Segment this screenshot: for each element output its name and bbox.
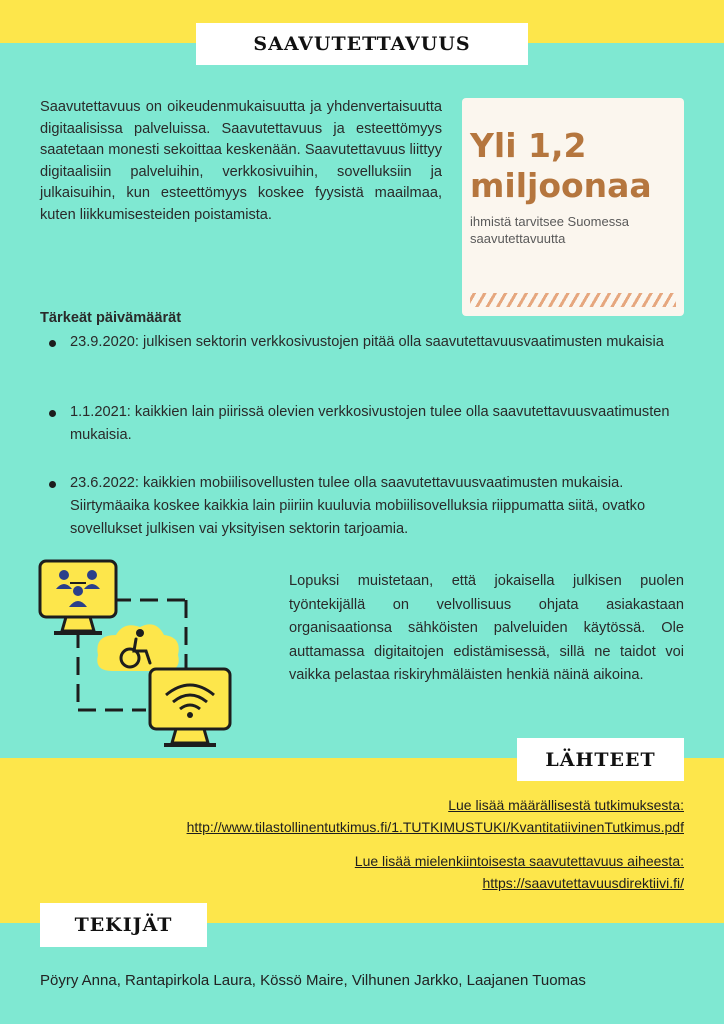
wifi-monitor-icon (150, 669, 230, 745)
bottom-yellow-band (0, 758, 724, 923)
authors-heading: TEKIJÄT (74, 914, 173, 936)
stat-headline-line2: miljoonaa (470, 166, 652, 205)
stat-headline (470, 126, 680, 206)
title-box (196, 23, 528, 65)
date-item: 23.6.2022: kaikkien mobiilisovellusten tulee olla saavutettavuusvaatimusten mukaisia. Siirtymäaika koskee kaikkia lain piiriin kuuluvia mobiilisovelluksia riippumatta siitä, ovatko sovellukset julkisen vai yksityisen sektorin tarjoamia. (70, 475, 646, 537)
authors-list: Pöyry Anna, Rantapirkola Laura, Kössö Maire, Vilhunen Jarkko, Laajanen Tuomas (40, 972, 586, 989)
authors-heading-box (40, 903, 207, 947)
bullet-icon (49, 410, 56, 417)
accessibility-illustration (36, 555, 276, 755)
wheelchair-icon (97, 624, 178, 671)
sources-heading: LÄHTEET (545, 748, 656, 771)
page-title: SAAVUTETTAVUUS (253, 33, 471, 55)
stat-caption: ihmistä tarvitsee Suomessa saavutettavuutta (470, 214, 629, 246)
source-link-2-label[interactable]: Lue lisää mielenkiintoisesta saavutettavuus aiheesta: (354, 853, 684, 869)
sources-heading-box (517, 738, 684, 781)
date-item: 1.1.2021: kaikkien lain piirissä olevien verkkosivustojen tulee olla saavutettavuusvaatimusten mukaisia. (70, 404, 670, 443)
bullet-icon (49, 481, 56, 488)
closing-paragraph: Lopuksi muistetaan, että jokaisella julkisen puolen työntekijällä on velvollisuus ohjata asiakastaan organisaationsa sähköisten palveluiden käytössä. Ole auttamassa digitaitojen edistämisessä, sillä ne taidot voi vaikka pelastaa riskiryhmäläisten henkiä näinä aikoina. (289, 573, 684, 683)
source-link-1-url[interactable]: http://www.tilastollinentutkimus.fi/1.TUTKIMUSTUKI/KvantitatiivinenTutkimus.pdf (186, 819, 684, 835)
stripes-decoration (470, 293, 676, 307)
stat-headline-line1: Yli 1,2 (470, 126, 587, 165)
dates-heading: Tärkeät päivämäärät (40, 310, 182, 326)
source-link-2-url[interactable]: https://saavutettavuusdirektiivi.fi/ (482, 875, 684, 891)
date-item: 23.9.2020: julkisen sektorin verkkosivustojen pitää olla saavutettavuusvaatimusten mukaisia (70, 334, 664, 350)
bullet-icon (49, 340, 56, 347)
stat-card (462, 98, 684, 316)
source-link-1-label[interactable]: Lue lisää määrällisestä tutkimuksesta: (448, 797, 684, 813)
intro-paragraph: Saavutettavuus on oikeudenmukaisuutta ja yhdenvertaisuutta digitaalisissa palveluissa. Saavutettavuus ja esteettömyys saatetaan monesti sekoittaa keskenään. Saavutettavuus liittyy digitaalisiin palveluihin, verkkosivuihin, sovelluksiin ja julkaisuihin, kun esteettömyys koskee fyysistä maailmaa, kuten liikkumisesteiden poistamista. (40, 99, 442, 223)
group-monitor-icon (40, 561, 116, 633)
